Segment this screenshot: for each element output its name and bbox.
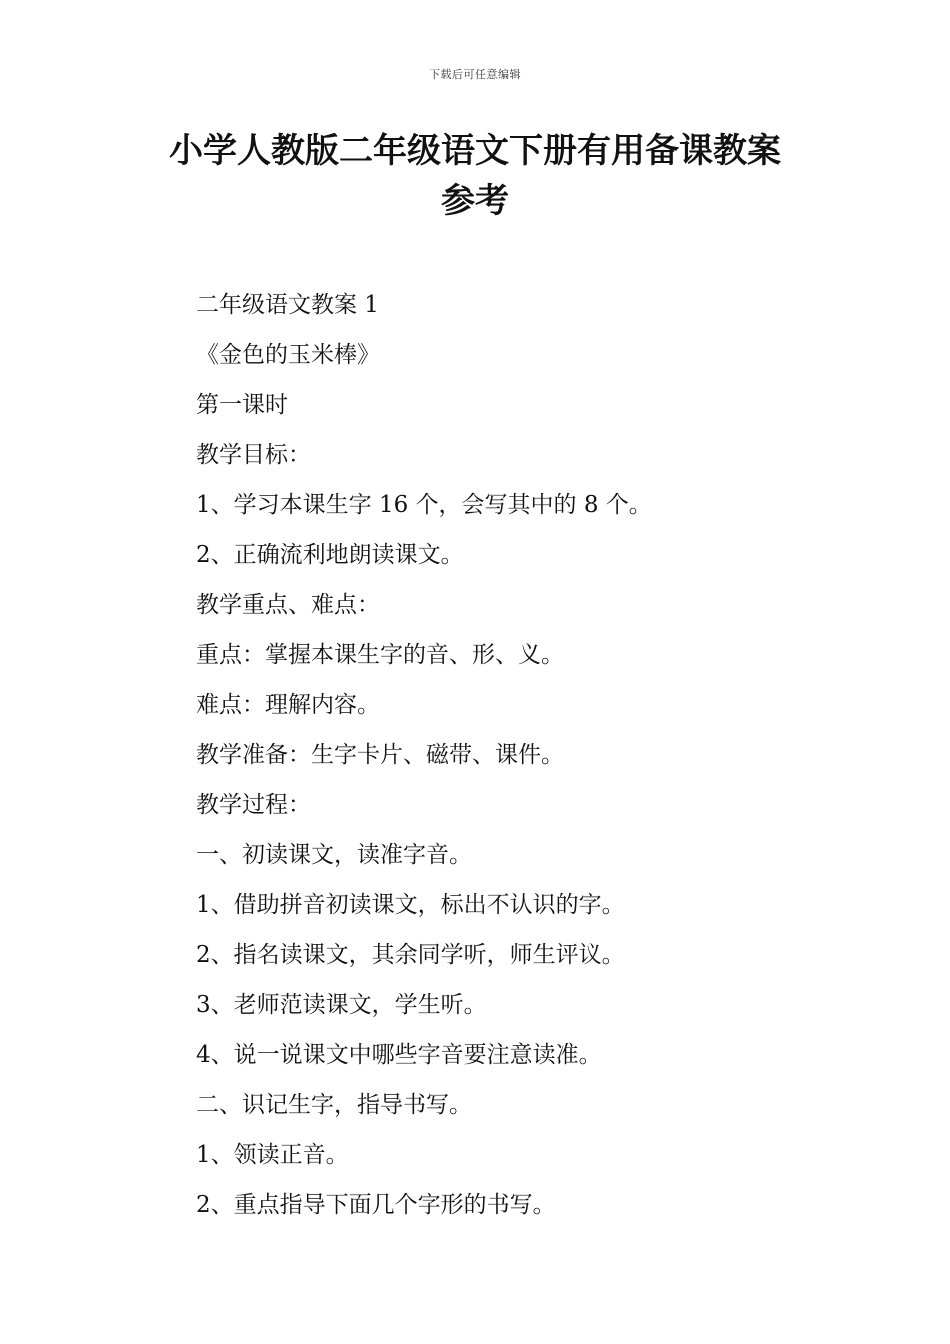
paragraph-process-heading: 教学过程：	[196, 792, 311, 818]
paragraph-objective-2: 2、正确流利地朗读课文。	[196, 542, 464, 568]
header-note: 下载后可任意编辑	[429, 68, 521, 81]
paragraph-step-2-2: 2、重点指导下面几个字形的书写。	[196, 1192, 556, 1218]
paragraph-objectives-heading: 教学目标：	[196, 442, 311, 468]
paragraph-step-1-4: 4、说一说课文中哪些字音要注意读准。	[196, 1042, 602, 1068]
paragraph-difficulty: 难点：理解内容。	[196, 692, 380, 718]
title-line-1: 小学人教版二年级语文下册有用备课教案	[169, 131, 781, 171]
paragraph-lesson-title: 《金色的玉米棒》	[196, 342, 380, 368]
document-body	[196, 280, 836, 1230]
paragraph-period: 第一课时	[196, 392, 288, 418]
paragraph-step-1-2: 2、指名读课文，其余同学听，师生评议。	[196, 942, 625, 968]
paragraph-step-2-1: 1、领读正音。	[196, 1142, 349, 1168]
paragraph-objective-1: 1、学习本课生字 16 个，会写其中的 8 个。	[196, 492, 652, 518]
paragraph-keypoints-heading: 教学重点、难点：	[196, 592, 380, 618]
title-line-2: 参考	[441, 181, 509, 221]
paragraph-step-1: 一、初读课文，读准字音。	[196, 842, 472, 868]
paragraph-step-1-1: 1、借助拼音初读课文，标出不认识的字。	[196, 892, 625, 918]
paragraph-preparation: 教学准备：生字卡片、磁带、课件。	[196, 742, 564, 768]
paragraph-lesson-heading: 二年级语文教案 1	[196, 292, 379, 318]
paragraph-step-1-3: 3、老师范读课文，学生听。	[196, 992, 487, 1018]
paragraph-keypoint: 重点：掌握本课生字的音、形、义。	[196, 642, 564, 668]
paragraph-step-2: 二、识记生字，指导书写。	[196, 1092, 472, 1118]
document-title	[120, 126, 830, 226]
